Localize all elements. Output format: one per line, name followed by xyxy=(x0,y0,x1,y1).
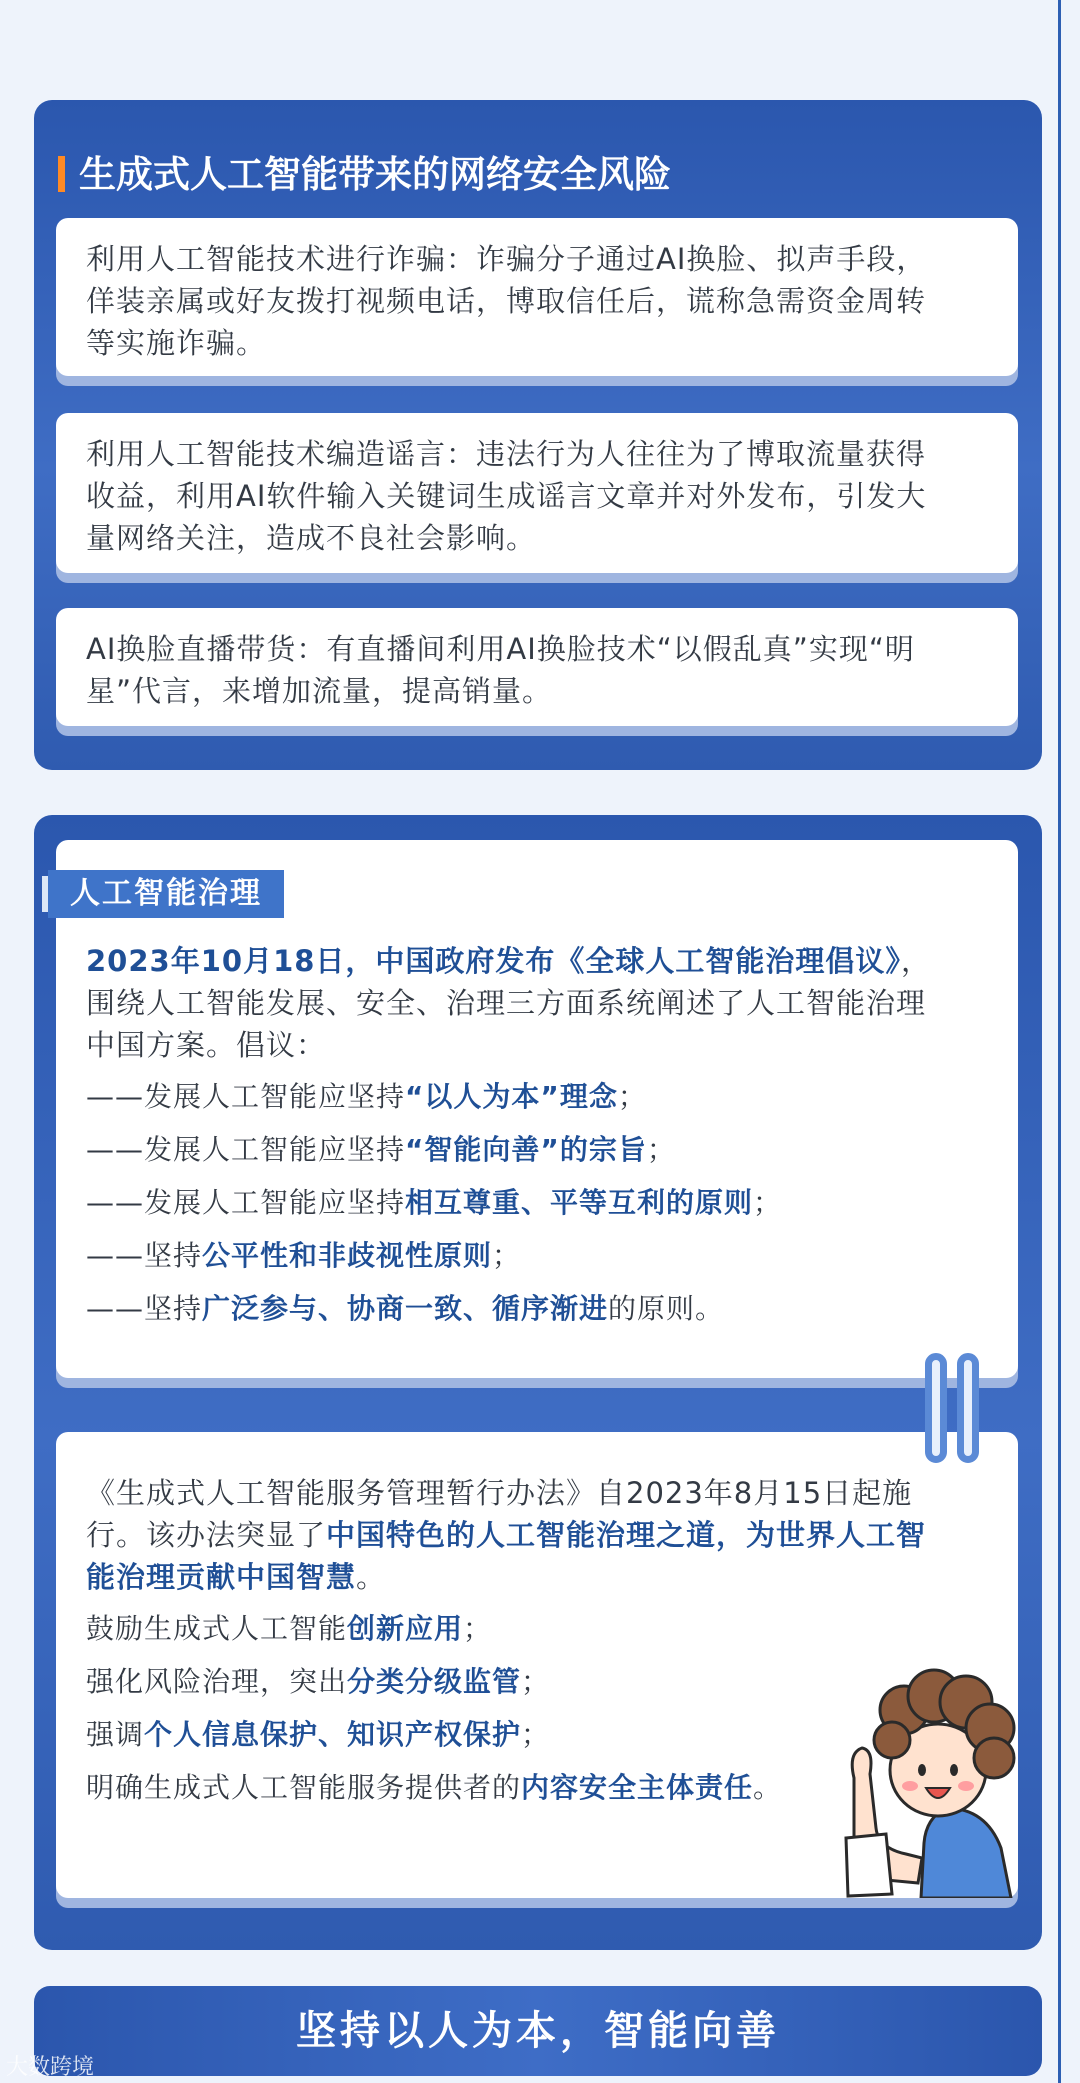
risk-text-line: AI换脸直播带货：有直播间利用AI换脸技术“以假乱真”实现“明 xyxy=(86,632,915,666)
title-accent-bar xyxy=(58,156,65,192)
initiative-card xyxy=(56,840,1018,1378)
measure-item: 鼓励生成式人工智能创新应用； xyxy=(86,1612,493,1645)
risk-text-line: 利用人工智能技术进行诈骗：诈骗分子通过AI换脸、拟声手段， xyxy=(86,242,927,276)
intro-line: 围绕人工智能发展、安全、治理三方面系统阐述了人工智能治理 xyxy=(86,986,927,1020)
measure-item: 明确生成式人工智能服务提供者的内容安全主体责任。 xyxy=(86,1771,783,1804)
intro-highlight: 2023年10月18日，中国政府发布《全球人工智能治理倡议》 xyxy=(86,944,901,978)
initiative-intro xyxy=(86,940,988,1066)
risk-text-line: 等实施诈骗。 xyxy=(86,326,267,360)
risk-text-line: 利用人工智能技术编造谣言：违法行为人往往为了博取流量获得 xyxy=(86,437,927,471)
principle-item: ——发展人工智能应坚持“以人为本”理念； xyxy=(86,1080,647,1113)
risk-text-line: 佯装亲属或好友拨打视频电话，博取信任后，谎称急需资金周转 xyxy=(86,284,927,318)
measure-item: 强化风险治理，突出分类分级监管； xyxy=(86,1665,551,1698)
risk-card-livestream xyxy=(56,608,1018,726)
intro-punct: ， xyxy=(900,944,931,978)
section-title-text: 生成式人工智能带来的网络安全风险 xyxy=(79,153,671,196)
right-edge-line xyxy=(1058,0,1061,2083)
intro-line: 中国方案。倡议： xyxy=(86,1028,327,1062)
measures-line: 《生成式人工智能服务管理暂行办法》自2023年8月15日起施 xyxy=(86,1476,913,1510)
principle-item: ——坚持公平性和非歧视性原则； xyxy=(86,1239,522,1272)
risk-text-line: 量网络关注，造成不良社会影响。 xyxy=(86,521,537,555)
governance-tag: 人工智能治理 xyxy=(48,870,284,918)
binder-clip-icon xyxy=(925,1353,947,1463)
measure-item: 强调个人信息保护、知识产权保护； xyxy=(86,1718,551,1751)
principle-item: ——坚持广泛参与、协商一致、循序渐进的原则。 xyxy=(86,1292,725,1325)
risk-card-fraud xyxy=(56,218,1018,376)
binder-clip-icon xyxy=(957,1353,979,1463)
measures-intro: 《生成式人工智能服务管理暂行办法》自2023年8月15日起施 行。该办法突显了中国特色的人工智能治理之道，为世界人工智 能治理贡献中国智慧。 xyxy=(86,1472,988,1598)
principle-item: ——发展人工智能应坚持相互尊重、平等互利的原则； xyxy=(86,1186,783,1219)
cartoon-character-icon xyxy=(826,1658,1026,1898)
principle-item: ——发展人工智能应坚持“智能向善”的宗旨； xyxy=(86,1133,676,1166)
footer-slogan: 坚持以人为本，智能向善 xyxy=(34,1986,1042,2076)
watermark: 大数跨境 xyxy=(6,2055,95,2080)
section-title xyxy=(58,150,671,200)
risk-text-line: 收益，利用AI软件输入关键词生成谣言文章并对外发布，引发大 xyxy=(86,479,927,513)
risk-text-line: 星”代言，来增加流量，提高销量。 xyxy=(86,674,553,708)
risk-card-rumor xyxy=(56,413,1018,573)
